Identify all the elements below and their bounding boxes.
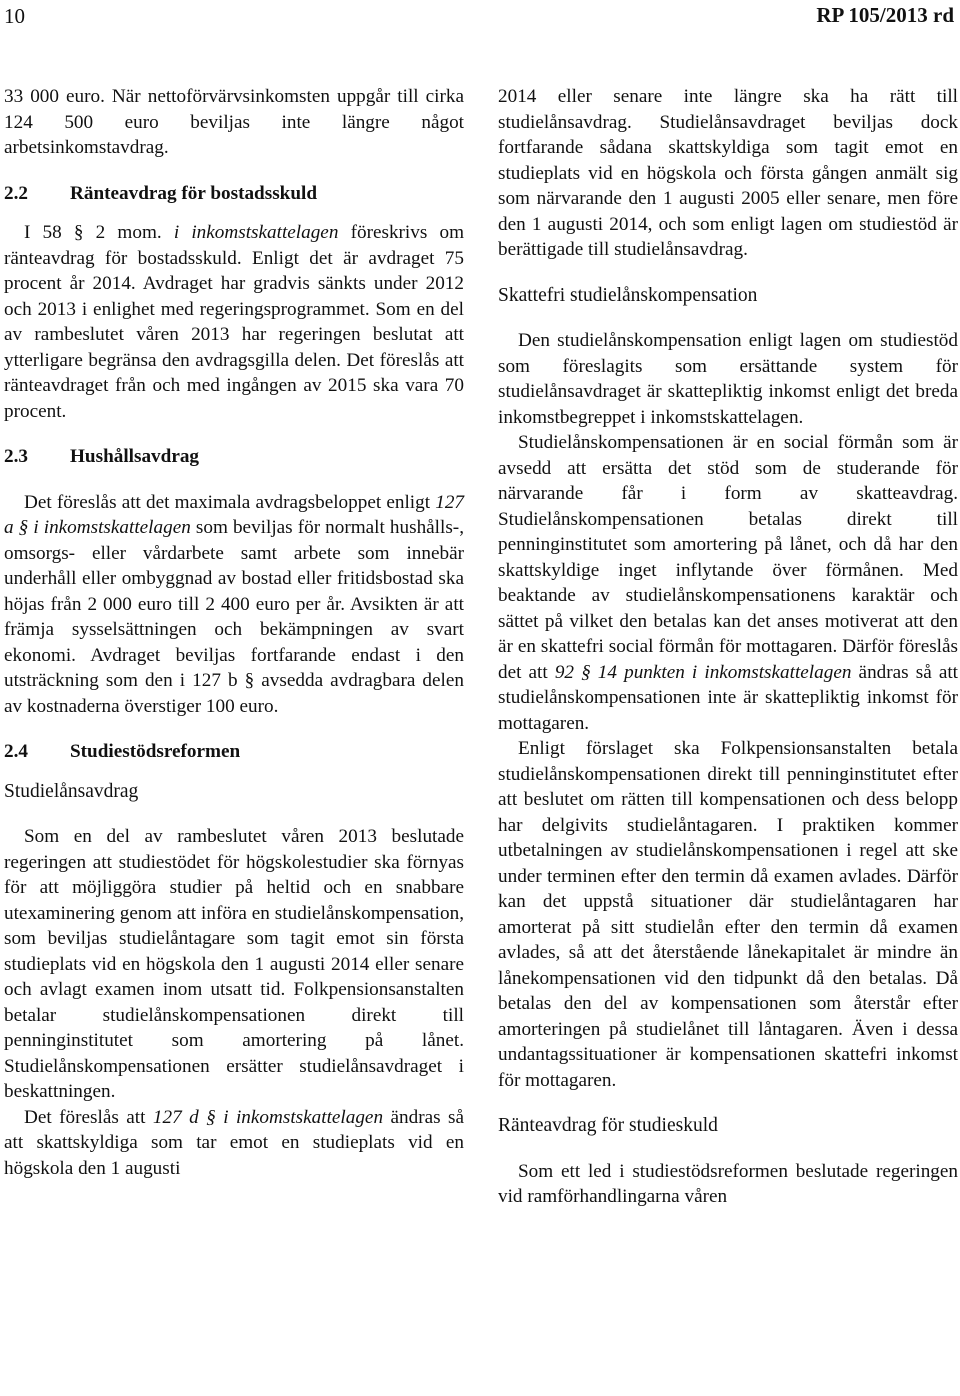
- text-run: Det föreslås att: [24, 1106, 153, 1128]
- subheading-studielansavdrag: Studielånsavdrag: [4, 780, 139, 802]
- paragraph-hushallsavdrag: [4, 490, 464, 720]
- text-run: Det föreslås att det maximala avdragsbeloppet enligt: [24, 491, 436, 513]
- law-reference: 92 § 14 punkten i inkomstskattelagen: [554, 661, 852, 683]
- text-run: Studielånskompensationen är en social förmån som är avsedd att ersätta det stöd som de studerande för närvarande får i form av skatteavdrag. Studielånskompensationen betalas direkt till penninginstitutet som amortering på lånet, och då har den skattskyldige inget inflytande över förmånen. Med beaktande av studielånskompensationens karaktär och sättet på vilket den betalas kan det anses motiverat att den är en skattefri social förmån för mottagaren. Därför föreslås det att: [498, 432, 958, 683]
- text-run: ändras så att skattskyldiga som tar emot en studieplats vid en högskola den 1 augusti: [4, 1106, 464, 1179]
- paragraph-ranteavdrag-studieskuld: Som ett led i studiestödsreformen beslutade regeringen vid ramförhandlingarna våren: [498, 1160, 958, 1207]
- paragraph-skattefri-a: Den studielånskompensation enligt lagen om studiestöd som föreslagits som ersättande system för studielånsavdraget är skattepliktig inkomst enligt det breda inkomstbegreppet i inkomstskattelagen.: [498, 330, 958, 428]
- paragraph-intro: 33 000 euro. När nettoförvärvsinkomsten uppgår till cirka 124 500 euro beviljas inte längre något arbetsinkomstavdrag.: [4, 86, 464, 158]
- section-heading-2-2: [4, 181, 464, 207]
- paragraph-skattefri-c: Enligt förslaget ska Folkpensionsanstalten betala studielånskompensationen direkt till penninginstitutet efter att beslutet om rätten till kompensationen och dess belopp har delgivits studielåntagaren. I praktiken kommer utbetalningen av studielånskompensationen i regel att ske under terminen efter den termin då examen avlades. Därför kan det uppstå situationer där studielåntagaren har amorterat på sitt studielån efter den termin då examen avlades, så att det återstående lånekapitalet är mindre än lånekompensationen vid den tidpunkt då den betalas. Då betalas den del av kompensationen som återstår efter amorteringen på studielånet till låntagaren. Även i dessa undantagssituationer är kompensationen skattefri inkomst för mottagaren.: [498, 738, 958, 1091]
- law-reference: 127 d § i inkomstskattelagen: [152, 1106, 384, 1128]
- law-reference: 127 a § i inkomstskattelagen: [4, 491, 464, 538]
- text-run: ändras så att studielånskompensationen inte är skattepliktig inkomst för mottagaren.: [498, 661, 958, 734]
- document-reference: RP 105/2013 rd: [816, 3, 954, 27]
- section-number: 2.3: [4, 446, 28, 467]
- paragraph-ranteavdrag: [4, 220, 464, 424]
- section-number: 2.4: [4, 741, 28, 762]
- paragraph-studiestod-a: Som en del av rambeslutet våren 2013 beslutade regeringen att studiestödet för högskolestudier ska förnyas för att möjliggöra studier på heltid och en snabbare utexaminering genom att införa en studielånskompensation, som beviljas studielåntagare som tagit emot sin första studieplats vid en högskola den 1 augusti 2014 eller senare och avlagt examen inom utsatt tid. Folkpensionsanstalten betalar studielånskompensationen direkt till penninginstitutet som amortering på lånet. Studielånskompensationen ersätter studielånsavdraget i beskattningen.: [4, 826, 464, 1102]
- left-column: [4, 84, 464, 1181]
- section-number: 2.2: [4, 182, 28, 204]
- subheading-ranteavdrag-studieskuld: Ränteavdrag för studieskuld: [498, 1115, 718, 1136]
- subheading-skattefri: Skattefri studielånskompensation: [498, 284, 758, 306]
- paragraph-skattefri-b: [498, 430, 958, 736]
- law-reference: i inkomstskattelagen: [173, 222, 339, 243]
- page-header: [0, 0, 960, 36]
- page-number: 10: [4, 4, 25, 28]
- paragraph-continued: 2014 eller senare inte längre ska ha rätt till studielånsavdrag. Studielånsavdraget beviljas dock fortfarande sådana skattskyldiga som tagit emot en studieplats vid en högskola och första gången anmält sig som närvarande den 1 augusti 2005 eller senare, men före den 1 augusti 2014, och som enligt lagen om studiestöd är berättigade till studielånsavdrag.: [498, 86, 958, 260]
- section-title: Studiestödsreformen: [70, 741, 241, 762]
- text-run: föreskrivs om ränteavdrag för bostadsskuld. Enligt det är avdraget 75 procent år 2014. Avdraget har gradvis sänkts under 2012 och 2013 i enlighet med regeringsprogrammet. Som en del av rambeslutet våren 2013 har regeringen beslutat att ytterligare begränsa den avdragsgilla delen. Det föreslås att ränteavdraget från och med ingången av 2015 ska vara 70 procent.: [4, 222, 465, 422]
- section-heading-2-3: [4, 444, 464, 470]
- text-run: som beviljas för normalt hushålls-, omsorgs- eller vårdarbete samt arbete som innebär underhåll eller ombyggnad av bostad eller fritidsbostad ska höjas från 2 000 euro till 2 400 euro per år. Avsikten är att främja sysselsättningen och bekämpningen av svart ekonomi. Avdraget beviljas fortfarande endast i den utsträckning som den i 127 b § avsedda avdragbara delen av kostnaderna överstiger 100 euro.: [4, 517, 464, 717]
- section-heading-2-4: [4, 739, 464, 765]
- right-column: [498, 84, 958, 1210]
- paragraph-studiestod-b: [4, 1105, 464, 1182]
- text-run: I 58 § 2 mom.: [24, 222, 174, 243]
- section-title: Hushållsavdrag: [70, 446, 200, 467]
- section-title: Ränteavdrag för bostadsskuld: [70, 182, 318, 204]
